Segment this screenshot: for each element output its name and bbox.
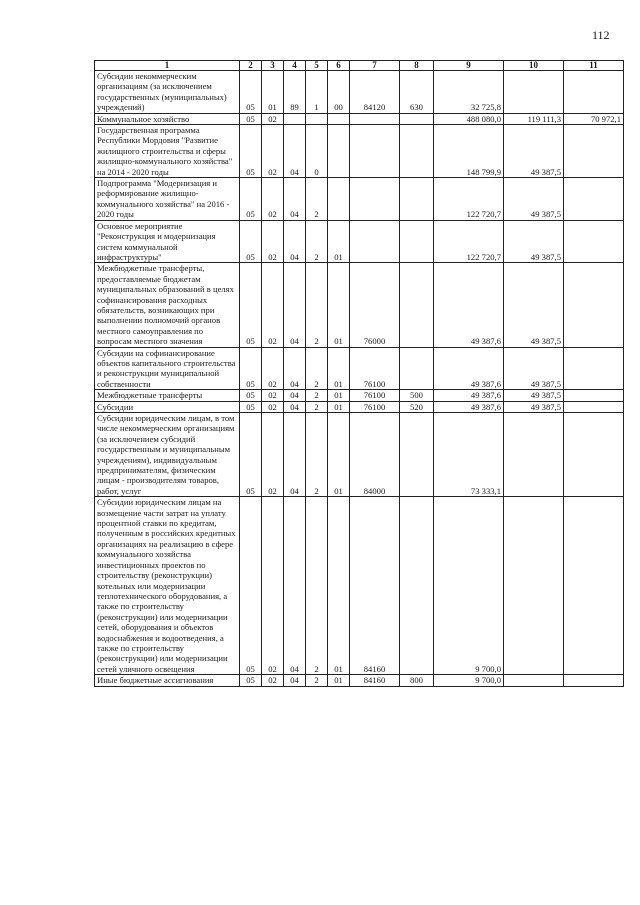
row-subprogram: 2 <box>306 401 328 412</box>
row-sum-2021 <box>564 413 624 497</box>
row-pr: 02 <box>262 675 284 686</box>
col-header: 7 <box>350 61 400 71</box>
row-pr: 01 <box>262 71 284 114</box>
row-sum-2019: 488 080,0 <box>434 113 504 124</box>
row-direction: 84160 <box>350 497 400 675</box>
row-direction: 76000 <box>350 263 400 347</box>
row-sum-2019: 148 799,9 <box>434 125 504 178</box>
row-name: Субсидии некоммерческим организациям (за исключением государственных (муниципальных) учреждений) <box>95 71 240 114</box>
row-direction: 76100 <box>350 347 400 390</box>
row-name: Субсидии <box>95 401 240 412</box>
row-sum-2020: 119 111,3 <box>504 113 564 124</box>
row-program: 04 <box>284 413 306 497</box>
row-pr: 02 <box>262 401 284 412</box>
row-subprogram: 2 <box>306 220 328 263</box>
row-direction: 76100 <box>350 390 400 401</box>
row-name: Межбюджетные трансферты <box>95 390 240 401</box>
row-name: Межбюджетные трансферты, предоставляемые бюджетам муниципальных образований в целях софинансирования расходных обязательств, возникающих при выполнении полномочий органов местного самоуправления по вопросам местного значения <box>95 263 240 347</box>
row-event: 01 <box>328 347 350 390</box>
row-pr: 02 <box>262 413 284 497</box>
row-pr: 02 <box>262 497 284 675</box>
row-pr: 02 <box>262 178 284 221</box>
row-sum-2019: 122 720,7 <box>434 178 504 221</box>
row-pr: 02 <box>262 125 284 178</box>
col-header: 3 <box>262 61 284 71</box>
row-sum-2021 <box>564 390 624 401</box>
row-subprogram: 2 <box>306 178 328 221</box>
row-vr <box>400 497 434 675</box>
row-subprogram: 2 <box>306 497 328 675</box>
row-program: 04 <box>284 497 306 675</box>
row-subprogram: 2 <box>306 347 328 390</box>
row-pr: 02 <box>262 113 284 124</box>
table-row <box>95 263 624 347</box>
row-sum-2020 <box>504 71 564 114</box>
row-sum-2021 <box>564 347 624 390</box>
col-header: 1 <box>95 61 240 71</box>
row-pr: 02 <box>262 220 284 263</box>
row-pr: 02 <box>262 390 284 401</box>
col-header: 2 <box>240 61 262 71</box>
row-rz: 05 <box>240 71 262 114</box>
row-subprogram: 2 <box>306 390 328 401</box>
row-sum-2019: 49 387,6 <box>434 347 504 390</box>
row-sum-2020: 49 387,5 <box>504 263 564 347</box>
row-sum-2019: 73 333,1 <box>434 413 504 497</box>
row-vr: 630 <box>400 71 434 114</box>
row-sum-2021 <box>564 675 624 686</box>
row-sum-2020: 49 387,5 <box>504 401 564 412</box>
row-event <box>328 125 350 178</box>
row-rz: 05 <box>240 413 262 497</box>
row-sum-2021: 70 972,1 <box>564 113 624 124</box>
row-subprogram: 0 <box>306 125 328 178</box>
row-event <box>328 178 350 221</box>
col-header: 8 <box>400 61 434 71</box>
table-row <box>95 347 624 390</box>
row-program: 04 <box>284 675 306 686</box>
row-sum-2019: 122 720,7 <box>434 220 504 263</box>
row-name: Государственная программа Республики Мордовия "Развитие жилищного строительства и сферы жилищно-коммунального хозяйства" на 2014 - 2020 годы <box>95 125 240 178</box>
row-sum-2020: 49 387,5 <box>504 390 564 401</box>
row-program <box>284 113 306 124</box>
row-sum-2021 <box>564 401 624 412</box>
row-program: 04 <box>284 220 306 263</box>
table-row <box>95 675 624 686</box>
row-direction: 84160 <box>350 675 400 686</box>
row-name: Субсидии юридическим лицам на возмещение части затрат на уплату процентной ставки по кредитам, полученным в российских кредитных организациях на реализацию в сфере коммунального хозяйства инвестиционных проектов по строительству (реконструкции) котельных или модернизации теплотехнического оборудования, а также по строительству (реконструкции) или модернизации сетей, оборудования и объектов водоснабжения и водоотведения, а также по строительству (реконструкции) или модернизации сетей уличного освещения <box>95 497 240 675</box>
row-sum-2020: 49 387,5 <box>504 347 564 390</box>
row-sum-2021 <box>564 263 624 347</box>
row-sum-2020: 49 387,5 <box>504 125 564 178</box>
col-header: 6 <box>328 61 350 71</box>
row-vr <box>400 263 434 347</box>
row-sum-2020: 49 387,5 <box>504 178 564 221</box>
row-rz: 05 <box>240 263 262 347</box>
row-direction <box>350 125 400 178</box>
header-row <box>95 61 624 71</box>
row-event: 01 <box>328 413 350 497</box>
row-vr: 500 <box>400 390 434 401</box>
row-name: Коммунальное хозяйство <box>95 113 240 124</box>
row-rz: 05 <box>240 113 262 124</box>
row-vr <box>400 220 434 263</box>
row-rz: 05 <box>240 220 262 263</box>
row-program: 04 <box>284 178 306 221</box>
row-event: 01 <box>328 497 350 675</box>
row-sum-2019: 32 725,8 <box>434 71 504 114</box>
row-event: 01 <box>328 401 350 412</box>
col-header: 5 <box>306 61 328 71</box>
row-rz: 05 <box>240 178 262 221</box>
row-vr <box>400 413 434 497</box>
col-header: 10 <box>504 61 564 71</box>
row-direction <box>350 113 400 124</box>
col-header: 11 <box>564 61 624 71</box>
budget-table <box>94 60 624 687</box>
row-subprogram: 2 <box>306 413 328 497</box>
row-name: Подпрограмма "Модернизация и реформирование жилищно-коммунального хозяйства" на 2016 - 2020 годы <box>95 178 240 221</box>
row-program: 04 <box>284 125 306 178</box>
row-subprogram <box>306 113 328 124</box>
row-name: Субсидии на софинансирование объектов капитального строительства и реконструкции муниципальной собственности <box>95 347 240 390</box>
row-event: 01 <box>328 675 350 686</box>
row-direction: 84000 <box>350 413 400 497</box>
row-sum-2020: 49 387,5 <box>504 220 564 263</box>
row-sum-2019: 49 387,6 <box>434 401 504 412</box>
row-program: 04 <box>284 347 306 390</box>
row-sum-2021 <box>564 71 624 114</box>
table-row <box>95 497 624 675</box>
row-direction <box>350 178 400 221</box>
page-number: 112 <box>592 28 610 42</box>
row-vr <box>400 113 434 124</box>
row-name: Основное мероприятие "Реконструкция и модернизация систем коммунальной инфраструктуры" <box>95 220 240 263</box>
row-direction: 84120 <box>350 71 400 114</box>
row-program: 04 <box>284 401 306 412</box>
row-sum-2021 <box>564 125 624 178</box>
row-subprogram: 2 <box>306 263 328 347</box>
row-vr <box>400 125 434 178</box>
row-name: Субсидии юридическим лицам, в том числе некоммерческим организациям (за исключением субсидий государственным и муниципальным учреждениям), индивидуальным предпринимателям, физическим лицам - производителям товаров, работ, услуг <box>95 413 240 497</box>
row-event: 01 <box>328 390 350 401</box>
row-vr: 520 <box>400 401 434 412</box>
table-row <box>95 401 624 412</box>
row-sum-2021 <box>564 178 624 221</box>
table-row <box>95 178 624 221</box>
row-vr <box>400 347 434 390</box>
row-rz: 05 <box>240 675 262 686</box>
row-sum-2019: 49 387,6 <box>434 263 504 347</box>
table-row <box>95 125 624 178</box>
row-rz: 05 <box>240 125 262 178</box>
row-event: 01 <box>328 263 350 347</box>
row-vr <box>400 178 434 221</box>
table-row <box>95 220 624 263</box>
row-event: 01 <box>328 220 350 263</box>
row-sum-2020 <box>504 413 564 497</box>
row-rz: 05 <box>240 347 262 390</box>
table-row <box>95 390 624 401</box>
row-sum-2020 <box>504 497 564 675</box>
row-pr: 02 <box>262 263 284 347</box>
row-rz: 05 <box>240 401 262 412</box>
row-vr: 800 <box>400 675 434 686</box>
row-sum-2019: 49 387,6 <box>434 390 504 401</box>
row-program: 89 <box>284 71 306 114</box>
row-pr: 02 <box>262 347 284 390</box>
table-row <box>95 71 624 114</box>
row-sum-2021 <box>564 220 624 263</box>
row-program: 04 <box>284 390 306 401</box>
row-name: Иные бюджетные ассигнования <box>95 675 240 686</box>
row-subprogram: 2 <box>306 675 328 686</box>
row-sum-2021 <box>564 497 624 675</box>
row-sum-2020 <box>504 675 564 686</box>
row-program: 04 <box>284 263 306 347</box>
row-direction: 76100 <box>350 401 400 412</box>
row-direction <box>350 220 400 263</box>
table-row <box>95 413 624 497</box>
row-sum-2019: 9 700,0 <box>434 675 504 686</box>
col-header: 4 <box>284 61 306 71</box>
row-rz: 05 <box>240 390 262 401</box>
row-sum-2019: 9 700,0 <box>434 497 504 675</box>
row-event <box>328 113 350 124</box>
row-rz: 05 <box>240 497 262 675</box>
col-header: 9 <box>434 61 504 71</box>
row-subprogram: 1 <box>306 71 328 114</box>
row-event: 00 <box>328 71 350 114</box>
table-row <box>95 113 624 124</box>
